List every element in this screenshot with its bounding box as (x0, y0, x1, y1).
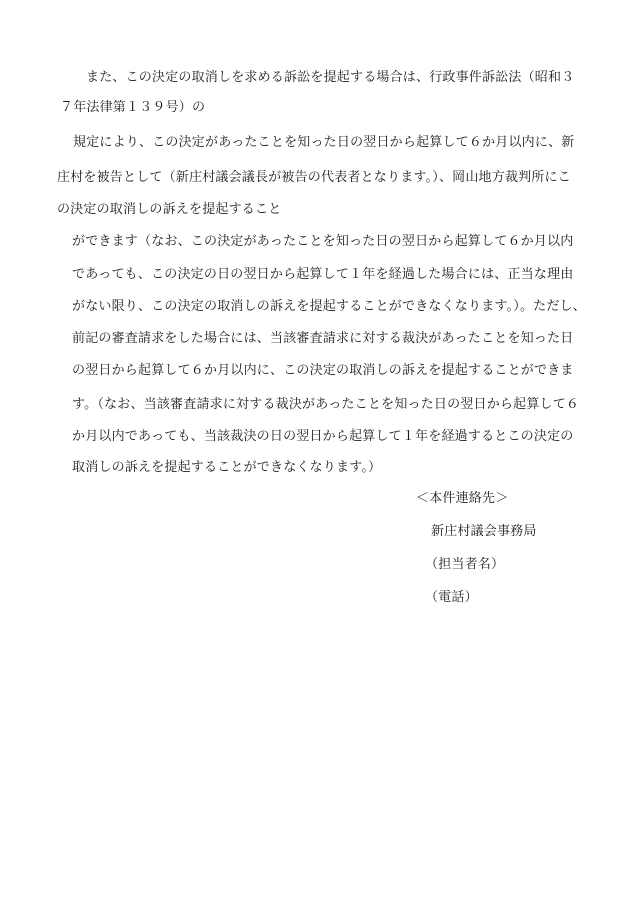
notice-line: がない限り、この決定の取消しの訴えを提起することができなくなります。）。ただし、 (72, 299, 586, 314)
notice-line: ７年法律第１３９号）の (60, 100, 206, 115)
contact-person-label: （担当者名） (425, 557, 505, 572)
notice-line: であっても、この決定の日の翌日から起算して１年を経過した場合には、正当な理由 (72, 267, 574, 282)
notice-line: ができます（なお、この決定があったことを知った日の翌日から起算して６か月以内 (72, 234, 574, 249)
contact-heading: ＜本件連絡先＞ (416, 491, 509, 506)
notice-line: 前記の審査請求をした場合には、当該審査請求に対する裁決があったことを知った日 (72, 331, 574, 346)
notice-line: 取消しの訴えを提起することができなくなります。） (72, 460, 382, 475)
notice-line: の決定の取消しの訴えを提起すること (57, 202, 282, 217)
notice-line: の翌日から起算して６か月以内に、この決定の取消しの訴えを提起することができま (72, 363, 574, 378)
notice-line: また、この決定の取消しを求める訴訟を提起する場合は、行政事件訴訟法（昭和３ (86, 70, 575, 85)
notice-line: 規定により、この決定があったことを知った日の翌日から起算して６か月以内に、新 (73, 135, 575, 150)
contact-phone-label: （電話） (425, 590, 478, 605)
contact-office: 新庄村議会事務局 (431, 524, 537, 539)
notice-line: 庄村を被告として（新庄村議会議長が被告の代表者となります。）、岡山地方裁判所にこ (57, 170, 571, 185)
notice-line: か月以内であっても、当該裁決の日の翌日から起算して１年を経過するとこの決定の (72, 429, 574, 444)
notice-line: す。（なお、当該審査請求に対する裁決があったことを知った日の翌日から起算して６ (72, 397, 580, 412)
